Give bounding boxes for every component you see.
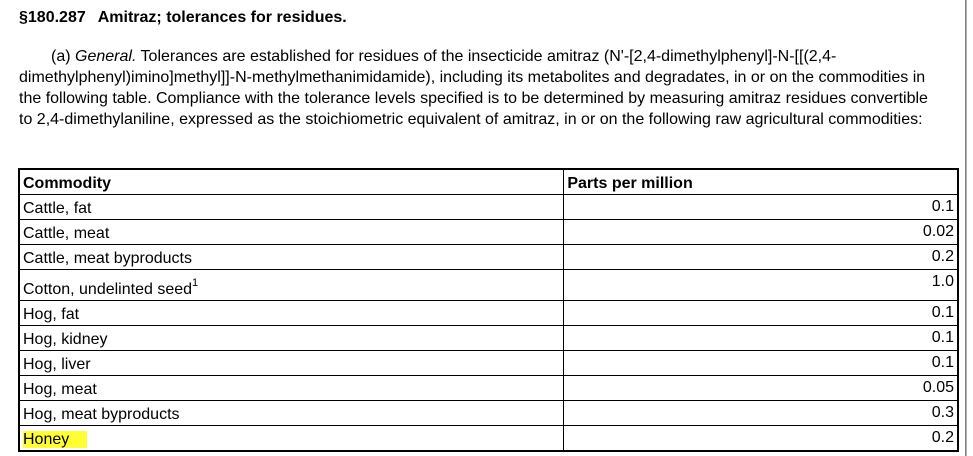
commodity-cell: [19, 195, 564, 220]
paragraph-text: Tolerances are established for residues of the insecticide amitraz (N'-[2,4-dimethylphenyl]-N-[[(2,4-dimethylphenyl)imino]methyl]]-N-methylmethanimidamide), including its metabolites and degradates, in or on the commodities in the following table. Compliance with the tolerance levels specified is to be determined by measuring amitraz residues convertible to 2,4-dimethylaniline, expressed as the stoichiometric equivalent of amitraz, in or on the following raw agricultural commodities:: [19, 48, 928, 128]
table-row: [19, 195, 958, 220]
ppm-cell: 0.3: [564, 401, 958, 426]
commodity-cell: [19, 326, 564, 351]
commodity-cell: [19, 270, 564, 301]
tolerance-table: [18, 168, 959, 452]
ppm-cell: 0.1: [564, 301, 958, 326]
commodity-name: Hog, meat: [23, 381, 97, 398]
table-row: [19, 376, 958, 401]
commodity-cell: [19, 401, 564, 426]
paragraph-marker: (a): [51, 48, 71, 65]
commodity-name: Hog, liver: [23, 356, 91, 373]
commodity-name: Cotton, undelinted seed: [23, 281, 193, 298]
commodity-cell: [19, 351, 564, 376]
ppm-cell: 0.05: [564, 376, 958, 401]
ppm-cell: 0.02: [564, 220, 958, 245]
table-body: [19, 195, 958, 452]
table-row: [19, 301, 958, 326]
ppm-cell: 1.0: [564, 270, 958, 301]
commodity-cell: [19, 245, 564, 270]
ppm-cell: 0.2: [564, 426, 958, 452]
commodity-cell: [19, 426, 564, 452]
table-row: [19, 220, 958, 245]
paragraph-a: [19, 46, 939, 130]
footnote-marker: 1: [192, 277, 199, 289]
ppm-cell: 0.1: [564, 351, 958, 376]
table-header-row: [19, 169, 958, 195]
section-title: Amitraz; tolerances for residues.: [97, 9, 347, 26]
table-row: [19, 401, 958, 426]
commodity-name: Hog, meat byproducts: [23, 406, 180, 423]
commodity-cell: [19, 301, 564, 326]
commodity-name: Honey: [23, 431, 87, 448]
table-row: [19, 245, 958, 270]
ppm-cell: 0.1: [564, 326, 958, 351]
ppm-cell: 0.2: [564, 245, 958, 270]
commodity-cell: [19, 220, 564, 245]
table-row: [19, 326, 958, 351]
table-row: [19, 351, 958, 376]
section-heading: [19, 8, 347, 28]
table-row: [19, 270, 958, 301]
paragraph-heading: General.: [75, 48, 137, 65]
commodity-name: Hog, kidney: [23, 331, 108, 348]
frame-edge-line: [966, 0, 967, 456]
commodity-name: Cattle, meat byproducts: [23, 250, 192, 267]
commodity-name: Cattle, fat: [23, 200, 92, 217]
ppm-cell: 0.1: [564, 195, 958, 220]
commodity-cell: [19, 376, 564, 401]
commodity-name: Hog, fat: [23, 306, 80, 323]
header-commodity: Commodity: [19, 169, 564, 195]
commodity-name: Cattle, meat: [23, 225, 110, 242]
table-row: [19, 426, 958, 452]
header-ppm: Parts per million: [564, 169, 958, 195]
section-number: §180.287: [19, 9, 86, 26]
